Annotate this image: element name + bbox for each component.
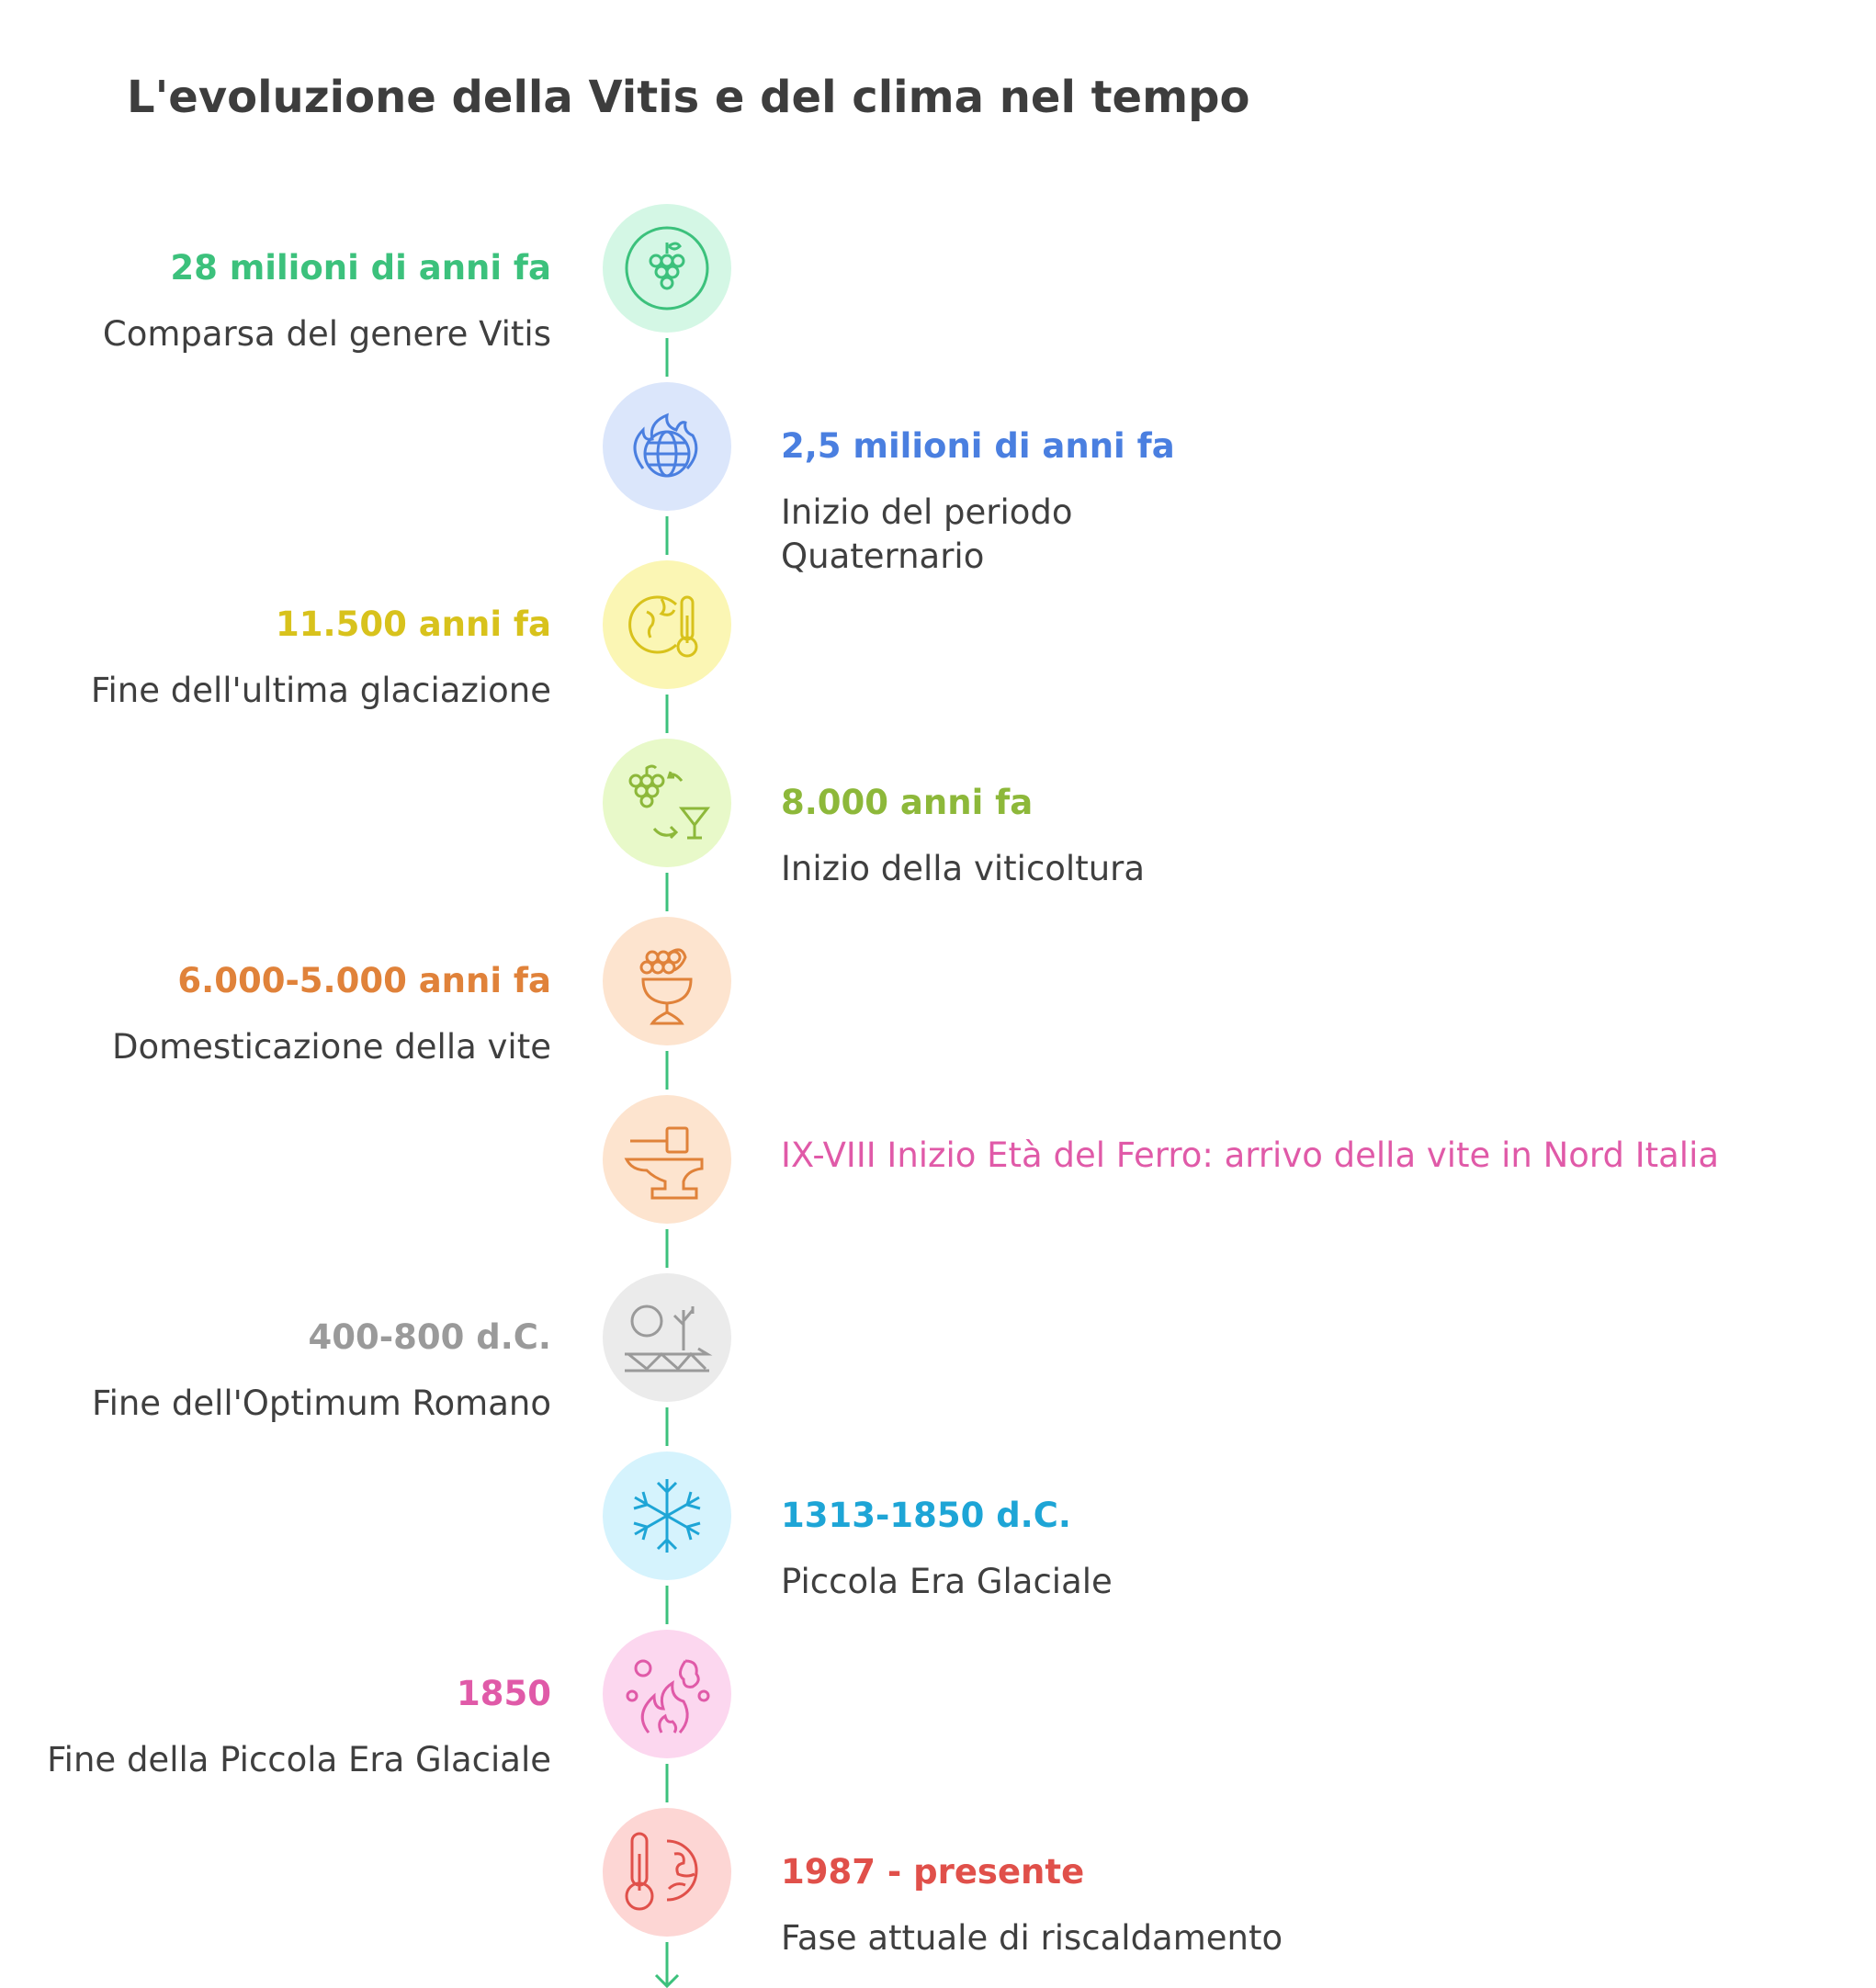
timeline-node bbox=[603, 1095, 731, 1224]
timeline-node bbox=[603, 1808, 731, 1937]
event-description: Comparsa del genere Vitis bbox=[102, 314, 551, 354]
timeline-node bbox=[603, 739, 731, 867]
event-description: Piccola Era Glaciale bbox=[781, 1562, 1113, 1601]
grapes-icon bbox=[603, 204, 731, 333]
drought-icon bbox=[603, 1273, 731, 1402]
timeline-node bbox=[603, 1273, 731, 1402]
event-description: Inizio della viticoltura bbox=[781, 849, 1146, 888]
fire-bubbles-icon bbox=[603, 1630, 731, 1758]
event-description: Fine della Piccola Era Glaciale bbox=[47, 1740, 551, 1779]
grapes-goblet-icon bbox=[603, 917, 731, 1045]
burning-globe-icon bbox=[603, 382, 731, 511]
event-date: 2,5 milioni di anni fa bbox=[781, 426, 1175, 466]
event-date: 8.000 anni fa bbox=[781, 783, 1034, 822]
timeline-node bbox=[603, 1630, 731, 1758]
event-date: 6.000-5.000 anni fa bbox=[177, 961, 551, 1000]
anvil-icon bbox=[603, 1095, 731, 1224]
timeline-node bbox=[603, 560, 731, 689]
event-date: 1987 - presente bbox=[781, 1852, 1085, 1892]
event-description: Domesticazione della vite bbox=[111, 1027, 551, 1067]
page-title: L'evoluzione della Vitis e del clima nel tempo bbox=[127, 72, 1250, 123]
globe-thermometer-icon bbox=[603, 560, 731, 689]
event-description: Fase attuale di riscaldamento bbox=[781, 1918, 1283, 1958]
event-description: Inizio del periodo Quaternario bbox=[781, 492, 1073, 576]
snowflake-icon bbox=[603, 1451, 731, 1580]
event-description: Fine dell'ultima glaciazione bbox=[90, 671, 551, 710]
timeline-node bbox=[603, 382, 731, 511]
event-date: 28 milioni di anni fa bbox=[170, 248, 551, 288]
grapes-to-wine-icon bbox=[603, 739, 731, 867]
timeline-node bbox=[603, 204, 731, 333]
event-date: 11.500 anni fa bbox=[276, 604, 551, 644]
event-date: 1313-1850 d.C. bbox=[781, 1496, 1071, 1535]
event-description: IX-VIII Inizio Età del Ferro: arrivo della vite in Nord Italia bbox=[781, 1135, 1720, 1175]
event-date: 400-800 d.C. bbox=[308, 1317, 551, 1357]
timeline-node bbox=[603, 917, 731, 1045]
thermometer-globe-icon bbox=[603, 1808, 731, 1937]
event-date: 1850 bbox=[457, 1674, 551, 1713]
timeline-node bbox=[603, 1451, 731, 1580]
event-description: Fine dell'Optimum Romano bbox=[91, 1384, 551, 1423]
